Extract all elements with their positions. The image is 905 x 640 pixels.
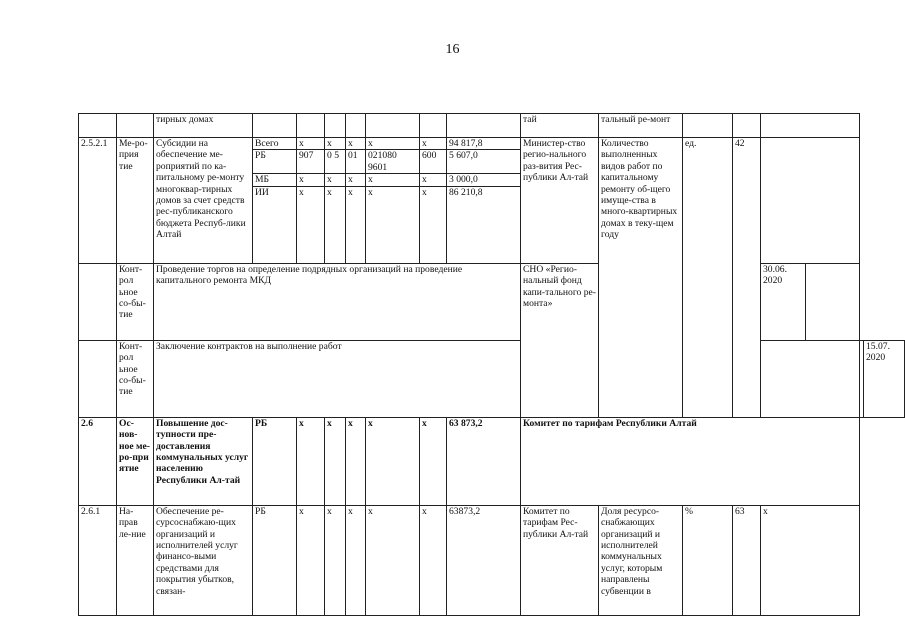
funding-source: Всего	[253, 138, 297, 150]
grbs: х	[297, 174, 325, 186]
pr: 01	[346, 150, 366, 174]
amount: 63 873,2	[447, 417, 521, 505]
csr: х	[366, 505, 420, 615]
funding-source: РБ	[253, 505, 297, 615]
activity-type: На-прав ле-ние	[117, 505, 154, 615]
cell	[253, 114, 297, 138]
table-row	[79, 417, 905, 505]
csr: х	[366, 138, 420, 150]
funding-source: МБ	[253, 174, 297, 186]
executor: Комитет по тарифам Рес-публики Ал-тай	[521, 505, 599, 615]
rz: х	[325, 174, 346, 186]
indicator: Доля ресурсо-снабжающих организаций и исполнителей коммунальных услуг, которым направлены субвенции в	[599, 505, 683, 615]
table-row	[79, 114, 905, 138]
pr: х	[346, 186, 366, 263]
funding-source: РБ	[253, 150, 297, 174]
rz: 0 5	[325, 150, 346, 174]
cell	[761, 138, 860, 264]
activity-type: Ос-нов-ное ме-ро-при ятие	[117, 417, 154, 505]
cell	[79, 114, 117, 138]
executor: тай	[521, 114, 599, 138]
grbs: х	[297, 186, 325, 263]
cell	[79, 340, 117, 417]
csr: 021080 9601	[366, 150, 420, 174]
cell	[297, 114, 325, 138]
vr: х	[420, 174, 447, 186]
grbs: 907	[297, 150, 325, 174]
table-row	[79, 505, 905, 615]
control-event-type: Конт-рол ьное со-бы-тие	[117, 263, 154, 340]
grbs: х	[297, 505, 325, 615]
cell	[761, 114, 860, 138]
executor: Министер-ство регио-нального раз-вития Рес-публики Ал-тай	[521, 138, 599, 264]
vr: 600	[420, 150, 447, 174]
rz: х	[325, 417, 346, 505]
indicator: Количество выполненных видов работ по капитальному ремонту об-щего имуще-ства в много-квартирных домах в теку-щем году	[599, 138, 683, 418]
control-date: 15.07. 2020	[864, 340, 905, 417]
amount: 63873,2	[447, 505, 521, 615]
csr: х	[366, 186, 420, 263]
indicator-value: 42	[733, 138, 761, 418]
table-row	[79, 340, 905, 417]
amount: 86 210,8	[447, 186, 521, 263]
activity-name: тирных домах	[154, 114, 253, 138]
executor: Комитет по тарифам Республики Алтай	[521, 417, 860, 505]
pr: х	[346, 138, 366, 150]
table-row	[79, 138, 905, 150]
cell	[806, 263, 860, 340]
activity-name: Обеспечение ре-сурсоснабжаю-щих организаций и исполнителей услуг финансо-выми средствами для покрытия убытков, связан-	[154, 505, 253, 615]
vr: х	[420, 505, 447, 615]
table-row	[79, 263, 905, 340]
cell	[447, 114, 521, 138]
control-event-type: Конт-рол ьное со-бы-тие	[117, 340, 154, 417]
grbs: х	[297, 417, 325, 505]
vr: х	[420, 186, 447, 263]
cell	[420, 114, 447, 138]
cell	[325, 114, 346, 138]
control-date: 30.06. 2020	[761, 263, 806, 340]
vr: х	[420, 417, 447, 505]
cell	[683, 114, 733, 138]
activity-name: Повышение дос-тупности пре-доставления коммунальных услуг населению Республики Ал-тай	[154, 417, 253, 505]
control-event-text: Заключение контрактов на выполнение работ	[154, 340, 521, 417]
indicator-value: 63	[733, 505, 761, 615]
amount: 94 817,8	[447, 138, 521, 150]
funding-source: РБ	[253, 417, 297, 505]
rz: х	[325, 505, 346, 615]
unit: ед.	[683, 138, 733, 418]
unit: %	[683, 505, 733, 615]
page-number: 16	[445, 42, 460, 57]
control-event-text: Проведение торгов на определение подрядных организаций на проведение капитального ремонта МКД	[154, 263, 521, 340]
rz: х	[325, 138, 346, 150]
activity-type: Ме-ро-прия тие	[117, 138, 154, 264]
csr: х	[366, 174, 420, 186]
cell	[79, 263, 117, 340]
program-table	[78, 113, 905, 616]
pr: х	[346, 174, 366, 186]
amount: 5 607,0	[447, 150, 521, 174]
cell	[733, 114, 761, 138]
cell	[346, 114, 366, 138]
cell	[761, 340, 860, 417]
grbs: х	[297, 138, 325, 150]
executor: СНО «Регио-нальный фонд капи-тального ре-монта»	[521, 263, 599, 417]
row-number: 2.6.1	[79, 505, 117, 615]
amount: 3 000,0	[447, 174, 521, 186]
row-number: 2.5.2.1	[79, 138, 117, 264]
rz: х	[325, 186, 346, 263]
indicator: тальный ре-монт	[599, 114, 683, 138]
pr: х	[346, 417, 366, 505]
vr: х	[420, 138, 447, 150]
funding-source: ИИ	[253, 186, 297, 263]
pr: х	[346, 505, 366, 615]
activity-name: Субсидии на обеспечение ме-роприятий по ка-питальному ре-монту многоквар-тирных домов за счет средств рес-публиканского бюджета Респуб-лики Алтай	[154, 138, 253, 264]
cell	[117, 114, 154, 138]
extra-value: х	[761, 505, 860, 615]
csr: х	[366, 417, 420, 505]
cell	[366, 114, 420, 138]
row-number: 2.6	[79, 417, 117, 505]
